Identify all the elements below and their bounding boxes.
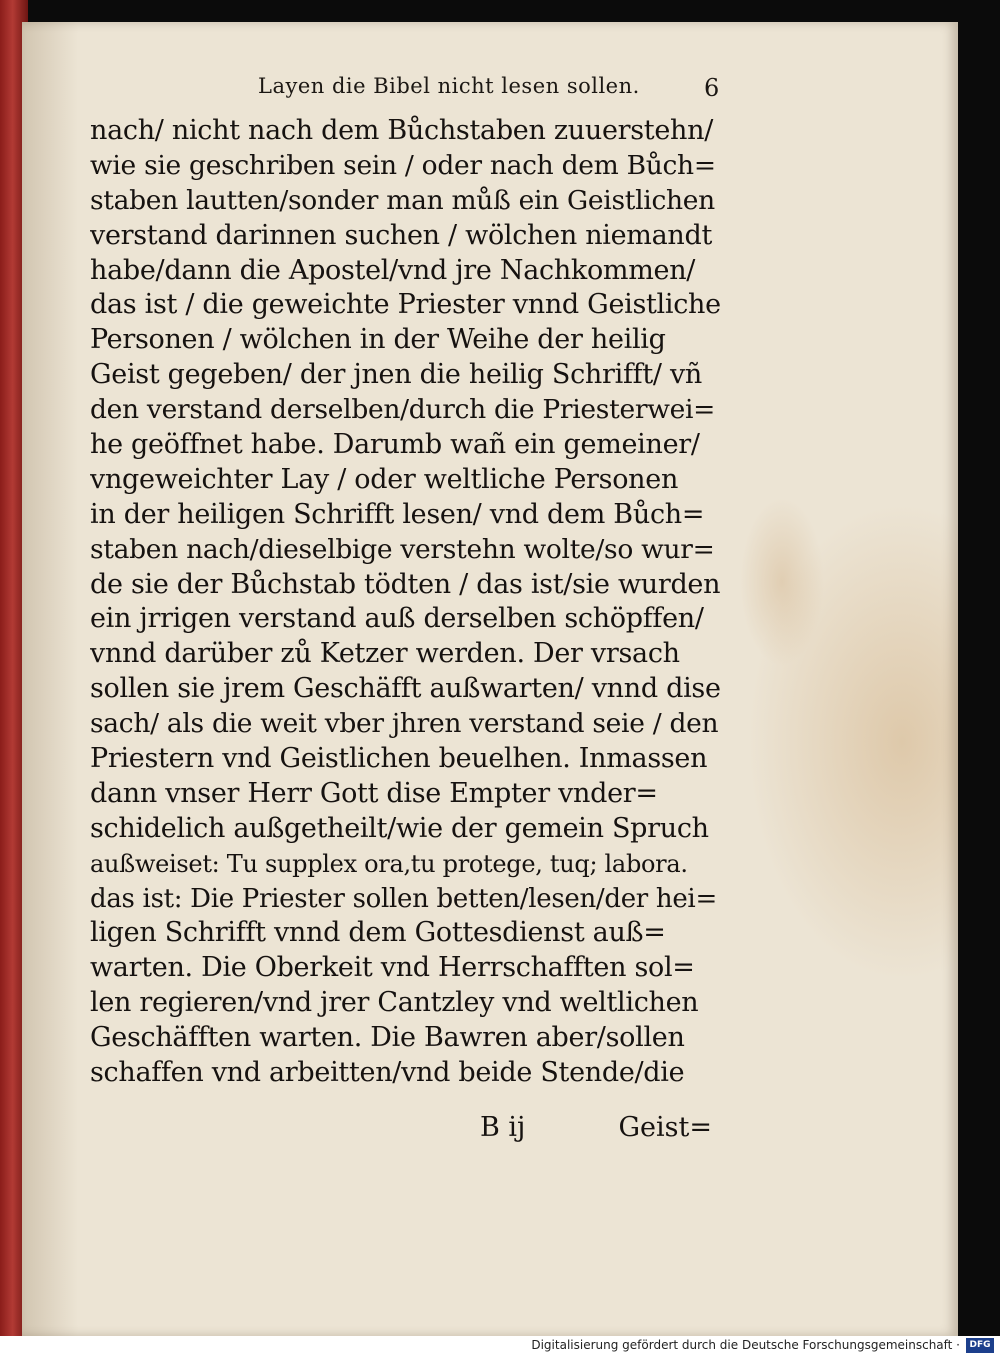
page-number: 6: [704, 74, 720, 102]
text-line: verstand darinnen suchen / wölchen niemandt: [90, 219, 713, 251]
text-line: staben lautten/sonder man můß ein Geistlichen: [90, 184, 715, 216]
signature-mark: B ij: [480, 1112, 526, 1143]
dfg-logo: DFG: [966, 1338, 994, 1353]
text-line: das ist / die geweichte Priester vnnd Geistliche: [90, 289, 721, 321]
text-line: sollen sie jrem Geschäfft außwarten/ vnnd dise: [90, 673, 721, 705]
text-line: schidelich außgetheilt/wie der gemein Spruch: [90, 812, 709, 844]
text-line: in der heiligen Schrifft lesen/ vnd dem Bůch=: [90, 498, 705, 530]
text-line: wie sie geschriben sein / oder nach dem Bůch=: [90, 149, 716, 181]
text-line: he geöffnet habe. Darumb wañ ein gemeiner/: [90, 429, 700, 461]
footer-bar: [0, 1336, 1000, 1356]
text-line: schaffen vnd arbeitten/vnd beide Stende/die: [90, 1057, 685, 1089]
text-line: Priestern vnd Geistlichen beuelhen. Inmassen: [90, 743, 708, 775]
text-line: warten. Die Oberkeit vnd Herrschafften sol=: [90, 952, 695, 984]
text-line: das ist: Die Priester sollen betten/lesen/der hei=: [90, 883, 717, 914]
text-line: Personen / wölchen in der Weihe der heilig: [90, 324, 666, 356]
text-line: Geist gegeben/ der jnen die heilig Schrifft/ vñ: [90, 359, 703, 391]
catchword: Geist=: [618, 1112, 712, 1143]
running-head: Layen die Bibel nicht lesen sollen.: [258, 74, 640, 98]
funding-credit: Digitalisierung gefördert durch die Deutsche Forschungsgemeinschaft ·: [531, 1338, 960, 1352]
text-line: vngeweichter Lay / oder weltliche Personen: [90, 463, 679, 495]
text-line: außweiset: Tu supplex ora,tu protege, tuq; labora.: [90, 849, 688, 878]
text-line: de sie der Bůchstab tödten / das ist/sie wurden: [90, 568, 721, 600]
text-line: nach/ nicht nach dem Bůchstaben zuuerstehn/: [90, 115, 713, 146]
text-line: habe/dann die Apostel/vnd jre Nachkommen/: [90, 254, 696, 286]
text-line: den verstand derselben/durch die Priesterwei=: [90, 394, 716, 426]
text-line: dann vnser Herr Gott dise Empter vnder=: [90, 777, 658, 809]
text-line: ligen Schrifft vnnd dem Gottesdienst auß=: [90, 917, 666, 949]
body-text: [90, 114, 726, 1091]
text-line: sach/ als die weit vber jhren verstand seie / den: [90, 708, 719, 740]
text-line: vnnd darüber zů Ketzer werden. Der vrsach: [90, 638, 680, 670]
book-page: [22, 22, 958, 1336]
text-line: len regieren/vnd jrer Cantzley vnd weltlichen: [90, 987, 699, 1019]
text-line: staben nach/dieselbige verstehn wolte/so wur=: [90, 533, 715, 565]
text-line: Geschäfften warten. Die Bawren aber/sollen: [90, 1022, 685, 1054]
text-line: ein jrrigen verstand auß derselben schöpffen/: [90, 603, 704, 635]
catchline: [480, 1112, 720, 1152]
